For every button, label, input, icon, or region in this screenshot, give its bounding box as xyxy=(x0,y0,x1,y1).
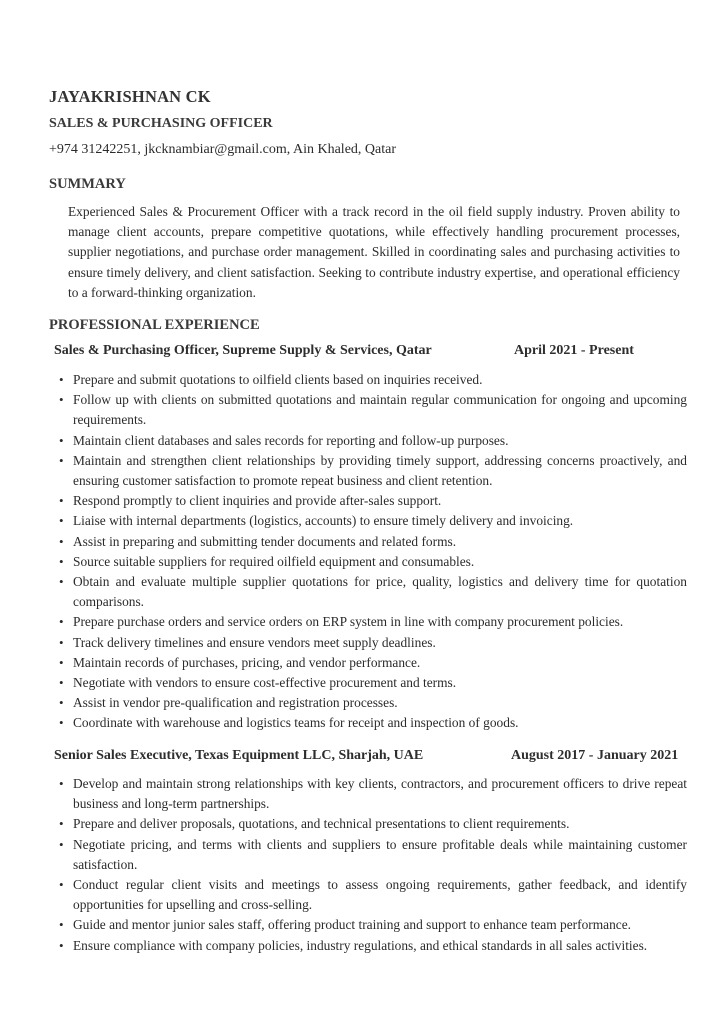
bullet-item xyxy=(56,370,687,390)
bullet-icon: • xyxy=(59,715,64,731)
bullet-text: Maintain records of purchases, pricing, and vendor performance. xyxy=(73,654,421,670)
bullet-icon: • xyxy=(59,452,64,468)
bullet-icon: • xyxy=(59,917,64,933)
bullet-icon: • xyxy=(59,533,64,549)
bullet-icon: • xyxy=(59,654,64,670)
bullet-item xyxy=(56,875,687,915)
bullet-item xyxy=(56,491,687,511)
bullet-icon: • xyxy=(59,695,64,711)
bullet-icon: • xyxy=(59,675,64,691)
bullet-icon: • xyxy=(59,553,64,569)
bullet-text: Obtain and evaluate multiple supplier quotations for price, quality, logistics and delivery time for quotation comparisons. xyxy=(73,574,687,610)
bullet-text: Assist in vendor pre-qualification and registration processes. xyxy=(73,695,398,711)
bullet-icon: • xyxy=(59,493,64,509)
bullet-icon: • xyxy=(59,836,64,852)
bullet-text: Source suitable suppliers for required oilfield equipment and consumables. xyxy=(73,553,475,569)
bullet-text: Follow up with clients on submitted quotations and maintain regular communication for ongoing and upcoming requirements. xyxy=(73,392,687,428)
experience-heading: PROFESSIONAL EXPERIENCE xyxy=(49,317,260,333)
bullet-icon: • xyxy=(59,432,64,448)
bullet-item xyxy=(56,451,687,491)
bullet-text: Assist in preparing and submitting tender documents and related forms. xyxy=(73,533,457,549)
bullet-item xyxy=(56,713,687,733)
bullet-item xyxy=(56,633,687,653)
bullet-item xyxy=(56,936,687,956)
job-dates-1: April 2021 - Present xyxy=(514,343,634,358)
job-title-2: Senior Sales Executive, Texas Equipment LLC, Sharjah, UAE xyxy=(54,748,424,763)
bullet-item xyxy=(56,532,687,552)
bullet-item xyxy=(56,572,687,612)
bullet-item xyxy=(56,653,687,673)
job-title-1: Sales & Purchasing Officer, Supreme Supply & Services, Qatar xyxy=(54,343,432,358)
bullet-icon: • xyxy=(59,776,64,791)
bullet-text: Track delivery timelines and ensure vendors meet supply deadlines. xyxy=(73,634,436,650)
bullet-icon: • xyxy=(59,937,64,953)
bullet-text: Guide and mentor junior sales staff, offering product training and support to enhance team performance. xyxy=(73,917,632,933)
bullet-text: Maintain client databases and sales records for reporting and follow-up purposes. xyxy=(73,432,509,448)
bullet-text: Maintain and strengthen client relationships by providing timely support, addressing concerns proactively, and ensuring customer satisfaction to promote repeat business and client retention. xyxy=(73,452,687,489)
job-2-bullet-list xyxy=(56,774,687,956)
bullet-icon: • xyxy=(59,574,64,590)
bullet-item xyxy=(56,835,687,875)
bullet-icon: • xyxy=(59,877,64,893)
bullet-text: Prepare purchase orders and service orders on ERP system in line with company procurement policies. xyxy=(73,614,624,630)
bullet-text: Coordinate with warehouse and logistics teams for receipt and inspection of goods. xyxy=(73,715,519,731)
job-1-bullet-list xyxy=(56,370,687,734)
bullet-item xyxy=(56,612,687,632)
job-dates-2: August 2017 - January 2021 xyxy=(511,748,679,763)
contact-info: +974 31242251, jkcknambiar@gmail.com, Ain Khaled, Qatar xyxy=(49,142,396,157)
bullet-item xyxy=(56,774,687,814)
candidate-title: SALES & PURCHASING OFFICER xyxy=(49,116,273,131)
bullet-icon: • xyxy=(59,634,64,650)
bullet-icon: • xyxy=(59,392,64,408)
bullet-text: Respond promptly to client inquiries and provide after-sales support. xyxy=(73,493,442,509)
bullet-item xyxy=(56,814,687,834)
bullet-item xyxy=(56,915,687,935)
bullet-text: Ensure compliance with company policies, industry regulations, and ethical standards in all sales activities. xyxy=(73,937,648,953)
bullet-text: Prepare and submit quotations to oilfield clients based on inquiries received. xyxy=(73,372,483,387)
bullet-item xyxy=(56,552,687,572)
bullet-icon: • xyxy=(59,513,64,529)
bullet-text: Develop and maintain strong relationships with key clients, contractors, and procurement officers to drive repeat business and long-term partnerships. xyxy=(73,776,687,812)
bullet-item xyxy=(56,431,687,451)
bullet-icon: • xyxy=(59,816,64,832)
bullet-item xyxy=(56,673,687,693)
bullet-text: Negotiate with vendors to ensure cost-effective procurement and terms. xyxy=(73,675,457,691)
bullet-icon: • xyxy=(59,372,64,387)
bullet-item xyxy=(56,390,687,430)
bullet-text: Prepare and deliver proposals, quotations, and technical presentations to client requirements. xyxy=(73,816,570,832)
bullet-text: Conduct regular client visits and meetings to assess ongoing requirements, gather feedback, and identify opportunities for upselling and cross-selling. xyxy=(73,877,687,913)
bullet-item xyxy=(56,693,687,713)
bullet-item xyxy=(56,511,687,531)
summary-heading: SUMMARY xyxy=(49,176,126,192)
summary-text: Experienced Sales & Procurement Officer with a track record in the oil field supply industry. Proven ability to manage client accounts, prepare competitive quotations, while effectively handling procurement processes, supplier negotiations, and purchase order management. Skilled in coordinating sales and purchasing activities to ensure timely delivery, and client satisfaction. Seeking to contribute industry expertise, and operational efficiency to a forward-thinking organization. xyxy=(68,204,680,300)
bullet-text: Negotiate pricing, and terms with clients and suppliers to ensure profitable deals while maintaining customer satisfaction. xyxy=(73,836,687,872)
candidate-name: JAYAKRISHNAN CK xyxy=(49,87,211,106)
bullet-icon: • xyxy=(59,614,64,630)
bullet-text: Liaise with internal departments (logistics, accounts) to ensure timely delivery and invoicing. xyxy=(73,513,574,529)
